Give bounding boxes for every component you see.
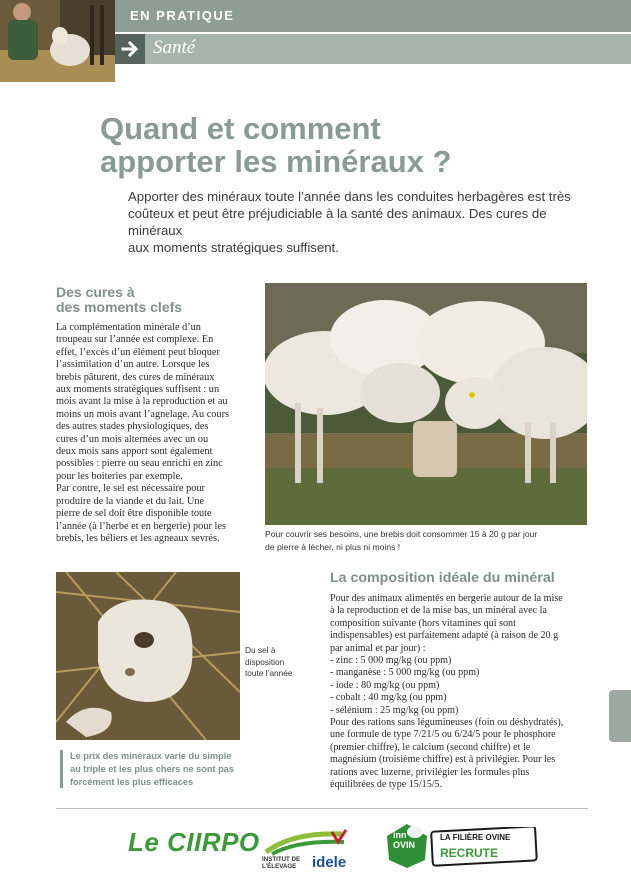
body-line: l’année (à l’herbe et en bergerie) pour les <box>56 520 226 532</box>
innovin-line: OVIN <box>393 840 416 850</box>
body-line: - manganèse : 5 000 mg/kg (ou ppm) <box>330 667 480 679</box>
body-line: équilibrées de type 15/15/5. <box>330 779 443 791</box>
innovin-text <box>393 830 415 850</box>
caption-line: toute l’année <box>245 668 293 678</box>
innovin-line: inn’ <box>393 830 409 840</box>
page-side-tab <box>609 690 631 742</box>
sheep-photo <box>265 283 587 525</box>
body-line: produire de la viande et du lait. Une <box>56 495 205 507</box>
quote-line: forcément les plus efficaces <box>70 777 194 787</box>
idele-small-line: INSTITUT DE <box>262 856 301 863</box>
body-line: - zinc : 5 000 mg/kg (ou ppm) <box>330 655 452 667</box>
caption-line: disposition <box>245 656 285 667</box>
lead-line: coûteux et peut être préjudiciable à la santé des animaux. Des cures de minéraux <box>128 206 547 238</box>
section1-body <box>56 322 268 545</box>
body-line: - cobalt : 40 mg/kg (ou ppm) <box>330 692 447 704</box>
body-line: aux moments stratégiques suffisent : un <box>56 384 220 396</box>
body-line: une formule de type 7/21/5 ou 6/24/5 pour le phosphore <box>330 729 556 741</box>
idele-name: idele <box>312 854 347 871</box>
header-photo <box>0 0 115 82</box>
section-label: Santé <box>153 37 196 58</box>
body-line: indispensables) est parfaitement adapté (à raison de 20 g <box>330 630 559 642</box>
section1-heading-line: des moments clefs <box>56 299 183 315</box>
body-line: Pour des rations sans légumineuses (foin ou déshydratés), <box>330 717 564 729</box>
body-line: composition suivante (hors vitamines qui sont <box>330 617 516 629</box>
section2-body <box>330 593 592 792</box>
body-line: - iode : 80 mg/kg (ou ppm) <box>330 679 440 691</box>
body-line: par animal et par jour) : <box>330 642 426 654</box>
lead-paragraph <box>128 188 588 256</box>
recrute-big-text: RECRUTE <box>440 846 499 860</box>
page-title-line: apporter les minéraux ? <box>100 144 452 179</box>
caption-line: Pour couvrir ses besoins, une brebis doit consommer 15 à 20 g par jour <box>265 529 538 539</box>
lead-line: aux moments stratégiques suffisent. <box>128 240 339 255</box>
salt-stone-photo <box>56 572 240 740</box>
body-line: cures d’un mois alternées avec un ou <box>56 433 209 445</box>
photo1-caption <box>265 528 595 554</box>
page-title <box>100 112 540 178</box>
body-line: brebis, les béliers et les agneaux sevrés. <box>56 532 220 544</box>
section1-heading <box>56 285 256 315</box>
quote-bar <box>60 750 63 788</box>
body-line: Pour des animaux alimentés en bergerie autour de la mise <box>330 593 563 604</box>
body-line: effet, l’excès d’un élément peut bloquer <box>56 346 220 358</box>
footer-divider <box>56 808 588 809</box>
body-line: Par contre, le sel est nécessaire pour <box>56 483 205 495</box>
body-line: l’assimilation d’un autre. Lorsque les <box>56 359 210 371</box>
caption-line: de pierre à lécher, ni plus ni moins ! <box>265 542 401 552</box>
section1-heading-line: Des cures à <box>56 284 135 300</box>
body-line: moins un mois avant l’agnelage. Au cours <box>56 408 230 420</box>
lead-line: Apporter des minéraux toute l’année dans les conduites herbagères est très <box>128 189 571 204</box>
recrute-small-text: LA FILIÈRE OVINE <box>440 833 511 842</box>
body-line: La complémentation minérale d’un <box>56 322 201 333</box>
idele-small-text <box>262 856 300 870</box>
body-line: possibles : pierre ou seau enrichi en zinc <box>56 458 223 470</box>
body-line: (premier chiffre), le calcium (second chiffre) et le <box>330 741 531 753</box>
body-line: - sélénium : 25 mg/kg (ou ppm) <box>330 704 459 716</box>
body-line: rations avec luzerne, privilégier les formules plus <box>330 766 530 778</box>
body-line: pour les boiteries par exemple. <box>56 470 183 482</box>
pull-quote <box>70 750 245 789</box>
header-kicker: EN PRATIQUE <box>130 8 235 23</box>
quote-line: Le prix des minéraux varie du simple <box>70 751 232 761</box>
body-line: des autres stades physiologiques, des <box>56 421 209 433</box>
caption-line: Du sel à <box>245 645 276 655</box>
idele-small-line: L’ÉLEVAGE <box>262 863 297 870</box>
quote-line: au triple et les plus chers ne sont pas <box>70 764 234 774</box>
page-title-line: Quand et comment <box>100 111 381 146</box>
body-line: troupeau sur l’année est complexe. En <box>56 334 214 346</box>
body-line: à la reproduction et de la mise bas, un minéral avec la <box>330 605 547 617</box>
body-line: deux mois sans apport sont également <box>56 446 213 458</box>
body-line: magnésium (troisième chiffre) est à privilégier. Pour les <box>330 754 556 766</box>
body-line: brebis pâturent, des cures de minéraux <box>56 371 215 383</box>
body-line: mois avant la mise à la reproduction et au <box>56 396 228 408</box>
arrow-right-icon <box>115 34 145 64</box>
ciirpo-logo: Le CIIRPO <box>128 827 260 857</box>
photo2-caption <box>245 645 305 680</box>
section2-heading: La composition idéale du minéral <box>330 570 555 586</box>
body-line: pierre de sel doit être disponible toute <box>56 508 212 520</box>
